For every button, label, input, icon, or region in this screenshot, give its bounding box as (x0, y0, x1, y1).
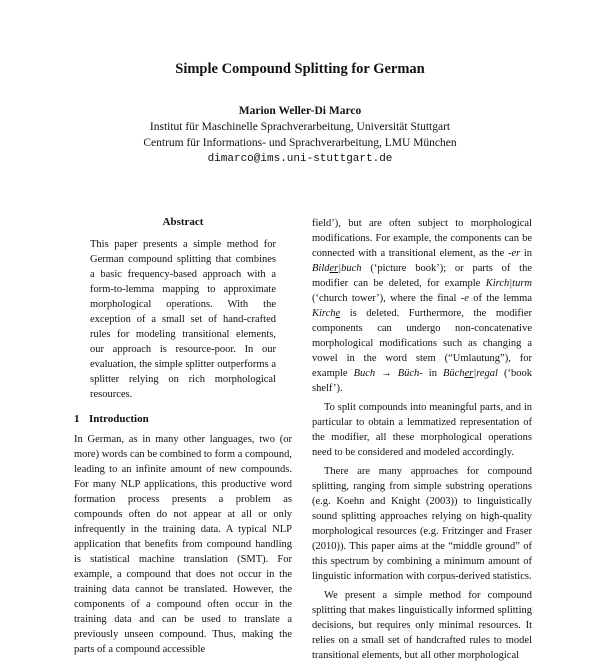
text-run: field’), but are often subject to morphological modifications. For example, the components can be connected with a transitional element, as the (312, 218, 532, 259)
text-run: (‘picture book’); or parts of the modifier can be deleted, for example (312, 263, 532, 289)
example-buecherregal (443, 368, 498, 379)
text-run: is deleted. Furthermore, the modifier components can undergo non-concatenative morphological modifications such as changing a vowel in the word stem (“Umlautung”), for example (312, 308, 532, 379)
text-run: (‘church tower’), where the final (312, 293, 461, 304)
word-part-underlined: e (335, 308, 341, 319)
section-heading-introduction (74, 413, 292, 425)
section-number: 1 (74, 413, 80, 425)
right-paragraph-2: To split compounds into meaningful parts, and in particular to obtain a lemmatized representation of the modifier, all these morphological operations need to be considered and modeled accordingly. (312, 402, 532, 458)
word-part: Büch (442, 368, 465, 379)
example-buch: Buch (353, 368, 376, 379)
word-part: Kirch (312, 308, 336, 319)
author-block (0, 103, 600, 167)
author-email: dimarco@ims.uni-stuttgart.de (207, 153, 393, 165)
affiliation-2: Centrum für Informations- und Sprachverarbeitung, LMU München (143, 137, 457, 149)
left-column (74, 216, 292, 657)
word-part-underlined: er (329, 263, 339, 274)
right-paragraph-1 (312, 216, 532, 396)
right-paragraph-3: There are many approaches for compound splitting, ranging from simple substring operations (e.g. Koehn and Knight (2003)) to linguistically sound splitting approaches relying on high-quality morphological resources (e.g. Fritzinger and Fraser (2010)). This paper aims at the “middle ground” of this spectrum by combining a minimum amount of linguistic information with corpus-derived statistics. (312, 466, 532, 582)
section-title: Introduction (89, 413, 149, 425)
word-part: |regal (473, 368, 498, 379)
text-run: (‘book shelf’). (312, 368, 532, 394)
text-run: in (520, 248, 532, 259)
text-run: in (422, 368, 443, 379)
affiliation-1: Institut für Maschinelle Sprachverarbeitung, Universität Stuttgart (149, 121, 451, 133)
word-part: |buch (338, 263, 362, 274)
example-suffix-e: -e (460, 293, 469, 304)
text-run: → (375, 368, 398, 379)
abstract-heading: Abstract (162, 216, 204, 228)
word-part-underlined: er (464, 368, 474, 379)
example-suffix-er: -er (507, 248, 521, 259)
intro-paragraph: In German, as in many other languages, two (or more) words can be combined to form a compound, leading to an infinite amount of new compounds. For many NLP applications, this productive word formation process presents a problem as compounds often do not appear at all or only infrequently in the training data. A typical NLP application that benefits from compound handling is statistical machine translation (SMT). For example, a compound that does not occur in the training data cannot be translated. However, the components of a compound often occur in the training data and can be used to translate a previously unseen compound. Thus, making the parts of a compound accessible (74, 434, 292, 655)
example-bilderbuch (312, 263, 362, 274)
abstract-text: This paper presents a simple method for German compound splitting that combines a basic frequency-based approach with a form-to-lemma mapping to approximate morphological operations. With the exception of a small set of hand-crafted rules for modeling transitional elements, our approach is resource-poor. In our evaluation, the simple splitter outperforms a splitter relying on rich morphological resources. (90, 239, 276, 400)
right-column (312, 216, 532, 663)
word-part: Bild (312, 263, 330, 274)
example-kirchturm: Kirch|turm (485, 278, 532, 289)
example-kirche (312, 308, 340, 319)
right-paragraph-4: We present a simple method for compound splitting that makes linguistically informed splitting decisions, but requires only minimal resources. It relies on a small set of handcrafted rules to model transitional elements, but all other morphological (312, 590, 532, 661)
author-name: Marion Weller-Di Marco (238, 105, 362, 117)
text-run: of the lemma (468, 293, 532, 304)
paper-title: Simple Compound Splitting for German (175, 61, 425, 77)
example-buech: Büch- (397, 368, 423, 379)
